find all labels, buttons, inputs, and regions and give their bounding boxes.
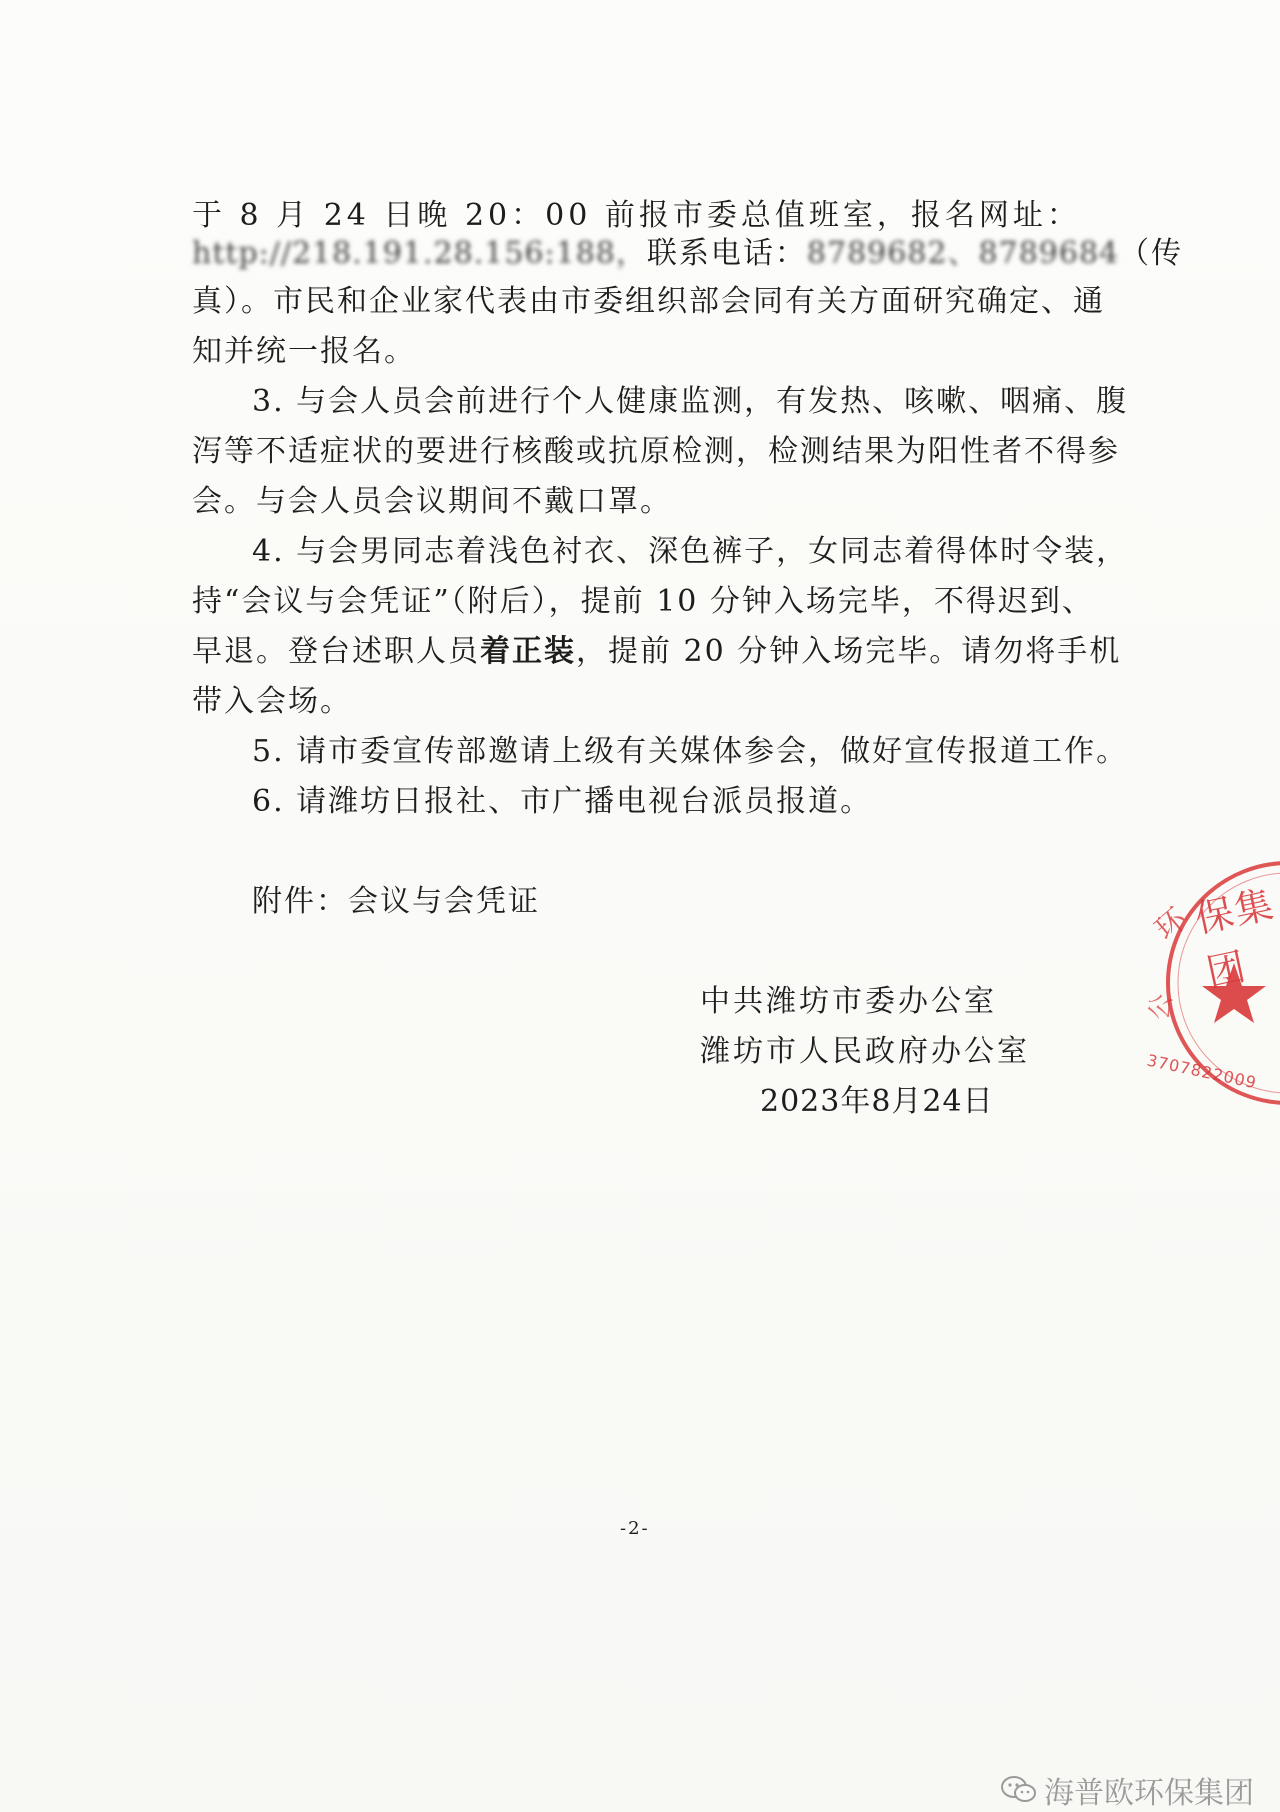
body-text: 联系电话： [646, 236, 807, 271]
body-line [192, 228, 1183, 272]
body-text: 早退。登台述职人员 [192, 634, 480, 669]
company-seal [1138, 858, 1280, 1110]
wechat-icon [1000, 1775, 1038, 1805]
body-line [192, 626, 1121, 670]
body-line: 泻等不适症状的要进行核酸或抗原检测，检测结果为阳性者不得参 [192, 434, 1120, 469]
body-line: 4. 与会男同志着浅色衬衣、深色裤子，女同志着得体时令装， [252, 534, 1129, 569]
body-text: （传 [1119, 236, 1184, 271]
body-line: 真）。市民和企业家代表由市委组织部会同有关方面研究确定、通 [192, 284, 1105, 319]
signature-date: 2023年8月24日 [760, 1084, 994, 1119]
page-number: -2- [620, 1518, 650, 1539]
body-line: 会。与会人员会议期间不戴口罩。 [192, 484, 672, 519]
seal-text: 保集团 [1191, 881, 1279, 996]
signature-org-2: 潍坊市人民政府办公室 [700, 1034, 1030, 1069]
seal-text: 环 [1148, 901, 1194, 948]
body-line: 6. 请潍坊日报社、市广播电视台派员报道。 [252, 784, 873, 819]
signature-org-1: 中共潍坊市委办公室 [700, 984, 997, 1019]
body-line: 于 8 月 24 日晚 20：00 前报市委总值班室，报名网址： [192, 198, 1081, 233]
redacted-url: http://218.191.28.156:188， [192, 236, 647, 271]
body-line: 3. 与会人员会前进行个人健康监测，有发热、咳嗽、咽痛、腹 [252, 384, 1129, 419]
body-text-bold: 着正装 [480, 634, 576, 669]
body-line: 持“会议与会凭证”（附后），提前 10 分钟入场完毕，不得迟到、 [192, 584, 1094, 619]
body-text: ，提前 20 分钟入场完毕。请勿将手机 [576, 634, 1122, 669]
body-line: 5. 请市委宣传部邀请上级有关媒体参会，做好宣传报道工作。 [252, 734, 1129, 769]
redacted-phone: 8789682、8789684 [806, 236, 1120, 271]
attachment-line: 附件：会议与会凭证 [252, 884, 540, 919]
watermark [1000, 1768, 1254, 1812]
seal-text: 公 [1144, 991, 1179, 1023]
watermark-text: 海普欧环保集团 [1044, 1776, 1254, 1811]
seal-code: 3707822009 [1145, 1050, 1259, 1093]
body-line: 知并统一报名。 [192, 334, 416, 369]
body-line: 带入会场。 [192, 684, 352, 719]
